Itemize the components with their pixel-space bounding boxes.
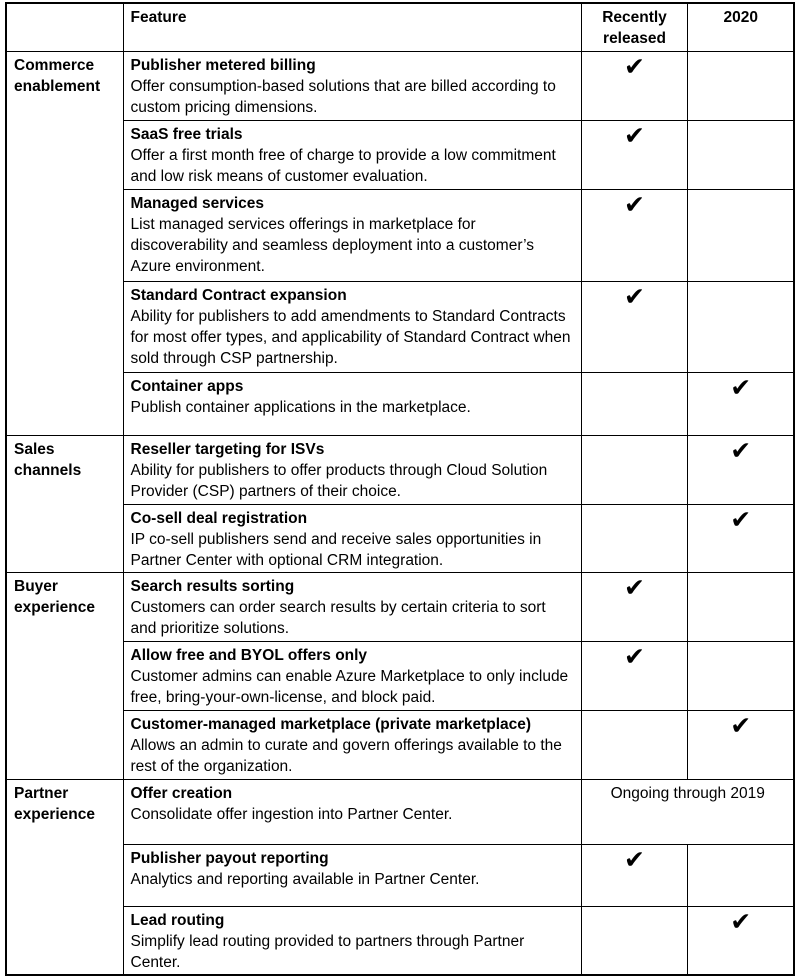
feature-title: Publisher payout reporting <box>130 849 329 867</box>
feature-row <box>6 120 794 189</box>
feature-desc: Offer consumption-based solutions that are billed according to custom pricing dimensions. <box>130 77 556 116</box>
check-icon: ✔ <box>624 282 645 311</box>
feature-desc: Allows an admin to curate and govern offerings available to the rest of the organization. <box>130 736 562 775</box>
check-icon: ✔ <box>730 907 752 936</box>
feature-desc: Simplify lead routing provided to partners through Partner Center. <box>130 932 525 971</box>
recently-released-cell <box>581 641 687 710</box>
feature-title: Customer-managed marketplace (private marketplace) <box>130 715 532 733</box>
check-icon: ✔ <box>624 642 645 671</box>
feature-header-cell: Feature <box>123 3 581 51</box>
header-row <box>6 3 794 51</box>
feature-desc: Publish container applications in the marketplace. <box>130 398 471 416</box>
feature-desc: Customers can order search results by certain criteria to sort and prioritize solutions. <box>130 598 546 637</box>
recently-released-cell <box>581 120 687 189</box>
check-icon: ✔ <box>730 711 752 740</box>
check-icon: ✔ <box>624 52 645 81</box>
year-2020-cell <box>687 281 794 372</box>
feature-title: Managed services <box>130 194 265 212</box>
check-icon: ✔ <box>624 845 645 874</box>
year-2020-cell <box>687 572 794 641</box>
year-2020-cell <box>687 710 794 779</box>
category-commerce-enablement: Commerce enablement <box>6 51 123 435</box>
feature-title: Container apps <box>130 377 244 395</box>
category-header-cell <box>6 3 123 51</box>
feature-cell <box>123 372 581 435</box>
feature-row <box>6 189 794 281</box>
feature-cell <box>123 779 581 844</box>
feature-row <box>6 372 794 435</box>
feature-title: Lead routing <box>130 911 225 929</box>
feature-desc: Customer admins can enable Azure Marketplace to only include free, bring-your-own-license, and block paid. <box>130 667 569 706</box>
feature-title: Standard Contract expansion <box>130 286 347 304</box>
recently-released-cell <box>581 906 687 975</box>
feature-title: Search results sorting <box>130 577 295 595</box>
feature-desc: IP co-sell publishers send and receive sales opportunities in Partner Center with optional CRM integration. <box>130 530 542 569</box>
feature-title: Allow free and BYOL offers only <box>130 646 368 664</box>
year-2020-cell <box>687 189 794 281</box>
feature-row <box>6 572 794 641</box>
feature-title: Reseller targeting for ISVs <box>130 440 325 458</box>
feature-desc: Ability for publishers to add amendments to Standard Contracts for most offer types, and applicability of Standard Contract when sold through CSP partnership. <box>130 307 571 367</box>
recently-released-cell <box>581 435 687 504</box>
category-sales-channels: Sales channels <box>6 435 123 572</box>
feature-cell <box>123 572 581 641</box>
feature-row <box>6 281 794 372</box>
year-2020-cell <box>687 844 794 906</box>
feature-roadmap-table <box>5 2 795 976</box>
feature-cell <box>123 906 581 975</box>
recently-released-cell <box>581 844 687 906</box>
recently-released-cell <box>581 51 687 120</box>
year-2020-cell <box>687 51 794 120</box>
feature-desc: List managed services offerings in marketplace for discoverability and seamless deployment into a customer’s Azure environment. <box>130 215 534 275</box>
feature-cell <box>123 710 581 779</box>
year-2020-cell <box>687 906 794 975</box>
ongoing-note-cell: Ongoing through 2019 <box>581 779 794 844</box>
feature-row <box>6 435 794 504</box>
category-buyer-experience: Buyer experience <box>6 572 123 779</box>
feature-cell <box>123 51 581 120</box>
feature-row <box>6 641 794 710</box>
year-2020-cell <box>687 372 794 435</box>
feature-desc: Analytics and reporting available in Partner Center. <box>130 870 480 888</box>
feature-title: Co-sell deal registration <box>130 509 308 527</box>
feature-row <box>6 710 794 779</box>
feature-cell <box>123 641 581 710</box>
feature-title: SaaS free trials <box>130 125 243 143</box>
recently-released-cell <box>581 372 687 435</box>
year-2020-cell <box>687 641 794 710</box>
recently-released-cell <box>581 710 687 779</box>
year-2020-cell <box>687 435 794 504</box>
check-icon: ✔ <box>730 505 752 534</box>
check-icon: ✔ <box>624 121 645 150</box>
feature-row <box>6 779 794 844</box>
feature-row <box>6 51 794 120</box>
recently-released-cell <box>581 281 687 372</box>
feature-row <box>6 504 794 572</box>
feature-desc: Consolidate offer ingestion into Partner Center. <box>130 805 453 823</box>
check-icon: ✔ <box>730 373 752 402</box>
feature-row <box>6 906 794 975</box>
category-partner-experience: Partner experience <box>6 779 123 975</box>
feature-title: Offer creation <box>130 784 233 802</box>
recently-released-header-cell: Recently released <box>581 3 687 51</box>
feature-desc: Ability for publishers to offer products through Cloud Solution Provider (CSP) partners of their choice. <box>130 461 548 500</box>
check-icon: ✔ <box>624 190 645 219</box>
feature-title: Publisher metered billing <box>130 56 316 74</box>
feature-cell <box>123 120 581 189</box>
year-2020-cell <box>687 120 794 189</box>
year-2020-cell <box>687 504 794 572</box>
check-icon: ✔ <box>730 436 752 465</box>
year-2020-header-cell: 2020 <box>687 3 794 51</box>
feature-cell <box>123 281 581 372</box>
check-icon: ✔ <box>624 573 645 602</box>
feature-row <box>6 844 794 906</box>
recently-released-cell <box>581 572 687 641</box>
recently-released-cell <box>581 504 687 572</box>
feature-desc: Offer a first month free of charge to provide a low commitment and low risk means of customer evaluation. <box>130 146 556 185</box>
feature-cell <box>123 504 581 572</box>
feature-cell <box>123 844 581 906</box>
feature-cell <box>123 435 581 504</box>
feature-cell <box>123 189 581 281</box>
recently-released-cell <box>581 189 687 281</box>
